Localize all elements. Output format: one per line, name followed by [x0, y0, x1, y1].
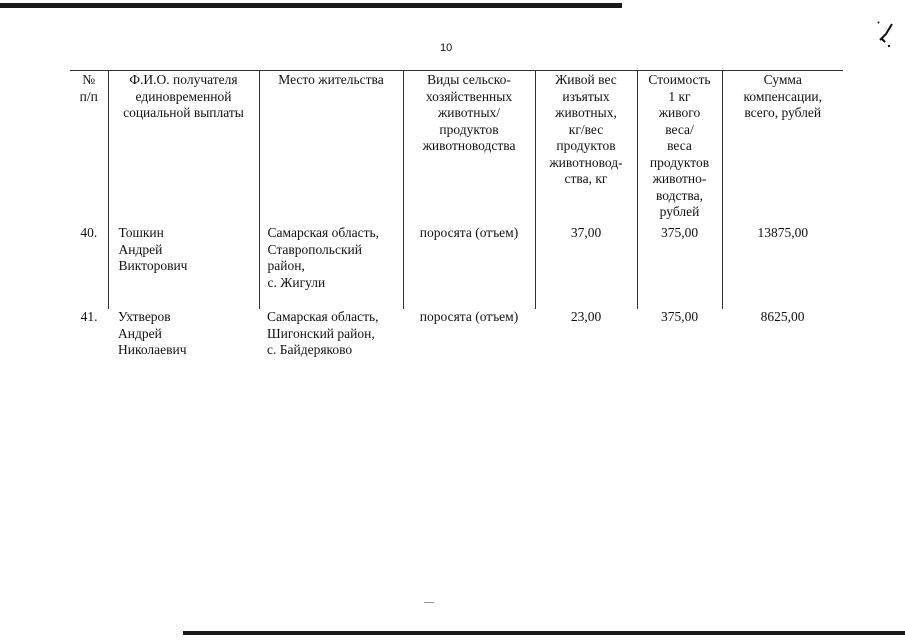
header-live-weight: Живой вес изъятых животных, кг/вес продуктов животновод- ства, кг: [535, 71, 637, 226]
header-residence: Место жительства: [259, 71, 403, 226]
total-compensation: 8625,00: [760, 309, 805, 324]
recipient-name: Тошкин Андрей Викторович: [108, 225, 259, 309]
compensation-table: [70, 70, 843, 369]
table-header-row: [70, 71, 843, 226]
animal-type: поросята (отъем): [419, 309, 519, 324]
top-scan-border: [0, 3, 622, 8]
row-number: 40.: [70, 225, 108, 309]
page-number: 10: [440, 42, 453, 54]
live-weight: 23,00: [570, 309, 602, 324]
header-recipient-name: Ф.И.О. получателя единовременной социальной выплаты: [108, 71, 259, 226]
scan-speck: [424, 602, 434, 603]
cost-per-kg: 375,00: [637, 225, 722, 309]
header-cost-per-kg: Стоимость 1 кг живого веса/ веса продуктов животно- водства, рублей: [637, 71, 722, 226]
table-row: [70, 309, 843, 369]
handwritten-check-mark: [876, 20, 896, 50]
total-compensation: 13875,00: [722, 225, 843, 309]
residence: Самарская область, Шигонский район, с. Байдеряково: [267, 309, 379, 357]
cost-per-kg: 375,00: [660, 309, 699, 324]
header-number: № п/п: [70, 71, 108, 226]
bottom-scan-border: [183, 631, 905, 635]
header-animal-type: Виды сельско- хозяйственных животных/ продуктов животноводства: [403, 71, 535, 226]
animal-type: поросята (отъем): [403, 225, 535, 309]
recipient-name: Ухтверов Андрей Николаевич: [118, 309, 187, 357]
residence: Самарская область, Ставропольский район, с. Жигули: [259, 225, 403, 309]
header-total-compensation: Сумма компенсации, всего, рублей: [722, 71, 843, 226]
live-weight: 37,00: [535, 225, 637, 309]
table-row: [70, 225, 843, 309]
row-number: 41.: [80, 309, 98, 324]
